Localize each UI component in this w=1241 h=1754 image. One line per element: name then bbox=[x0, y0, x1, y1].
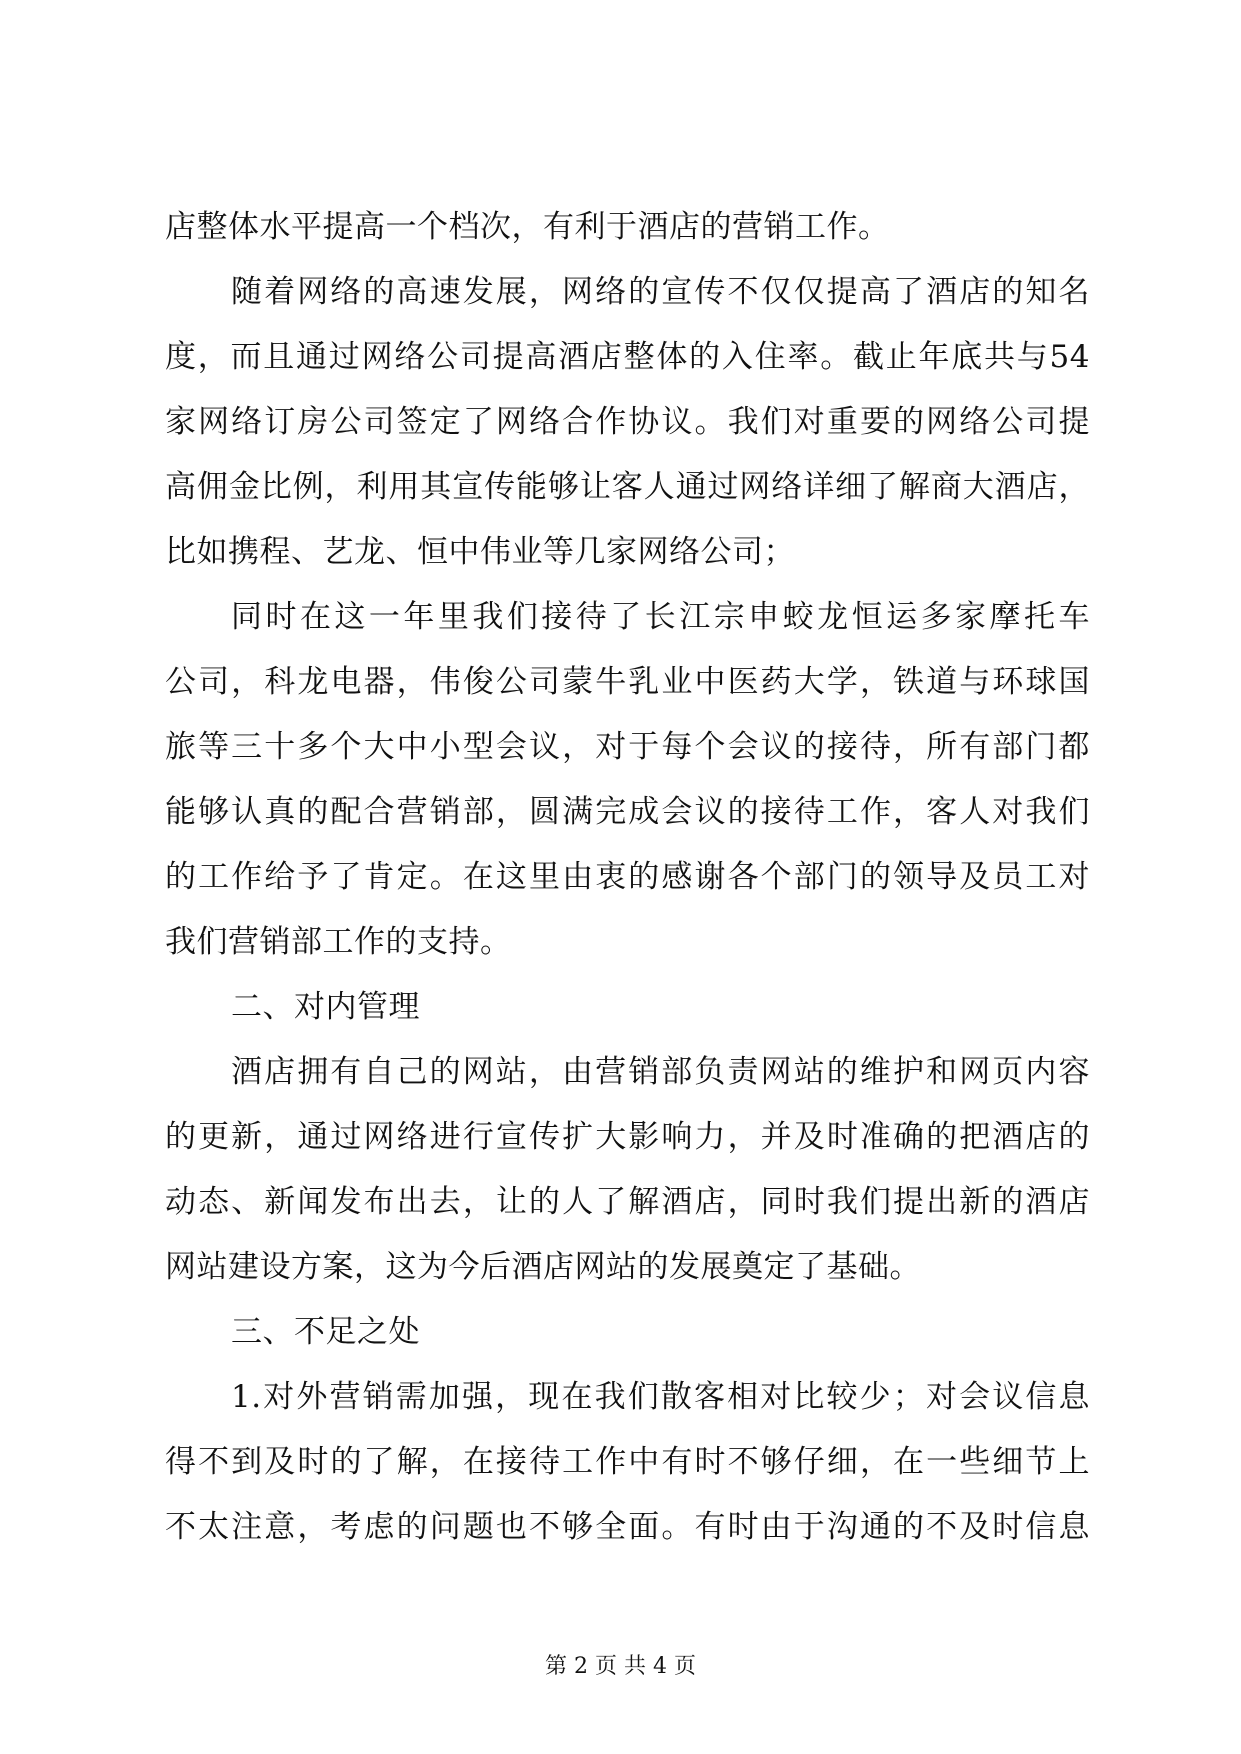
text-line-11: 的工作给予了肯定。在这里由衷的感谢各个部门的领导及员工对 bbox=[165, 859, 1090, 895]
text-line-8: 公司，科龙电器，伟俊公司蒙牛乳业中医药大学，铁道与环球国 bbox=[165, 664, 1090, 700]
text-line-2: 随着网络的高速发展，网络的宣传不仅仅提高了酒店的知名 bbox=[231, 274, 1090, 310]
section-heading-internal-management: 二、对内管理 bbox=[231, 989, 420, 1025]
text-line-19: 1.对外营销需加强，现在我们散客相对比较少；对会议信息 bbox=[231, 1379, 1090, 1415]
text-line-14: 酒店拥有自己的网站，由营销部负责网站的维护和网页内容 bbox=[231, 1054, 1090, 1090]
page-number-footer: 第 2 页 共 4 页 bbox=[545, 1654, 696, 1679]
section-heading-shortcomings: 三、不足之处 bbox=[231, 1314, 420, 1350]
text-line-21: 不太注意，考虑的问题也不够全面。有时由于沟通的不及时信息 bbox=[165, 1509, 1090, 1545]
text-line-12: 我们营销部工作的支持。 bbox=[165, 924, 512, 960]
text-line-15: 的更新，通过网络进行宣传扩大影响力，并及时准确的把酒店的 bbox=[165, 1119, 1090, 1155]
text-line-5: 高佣金比例，利用其宣传能够让客人通过网络详细了解商大酒店， bbox=[165, 469, 1090, 505]
text-line-9: 旅等三十多个大中小型会议，对于每个会议的接待，所有部门都 bbox=[165, 729, 1090, 765]
text-line-4: 家网络订房公司签定了网络合作协议。我们对重要的网络公司提 bbox=[165, 404, 1090, 440]
document-body bbox=[165, 195, 1090, 1560]
text-line-6: 比如携程、艺龙、恒中伟业等几家网络公司； bbox=[165, 534, 795, 570]
text-line-1: 店整体水平提高一个档次，有利于酒店的营销工作。 bbox=[165, 209, 890, 245]
text-line-3: 度，而且通过网络公司提高酒店整体的入住率。截止年底共与54 bbox=[165, 339, 1090, 375]
text-line-17: 网站建设方案，这为今后酒店网站的发展奠定了基础。 bbox=[165, 1249, 921, 1285]
text-line-16: 动态、新闻发布出去，让的人了解酒店，同时我们提出新的酒店 bbox=[165, 1184, 1090, 1220]
text-line-20: 得不到及时的了解，在接待工作中有时不够仔细，在一些细节上 bbox=[165, 1444, 1090, 1480]
text-line-10: 能够认真的配合营销部，圆满完成会议的接待工作，客人对我们 bbox=[165, 794, 1090, 830]
text-line-7: 同时在这一年里我们接待了长江宗申蛟龙恒运多家摩托车 bbox=[231, 599, 1090, 635]
